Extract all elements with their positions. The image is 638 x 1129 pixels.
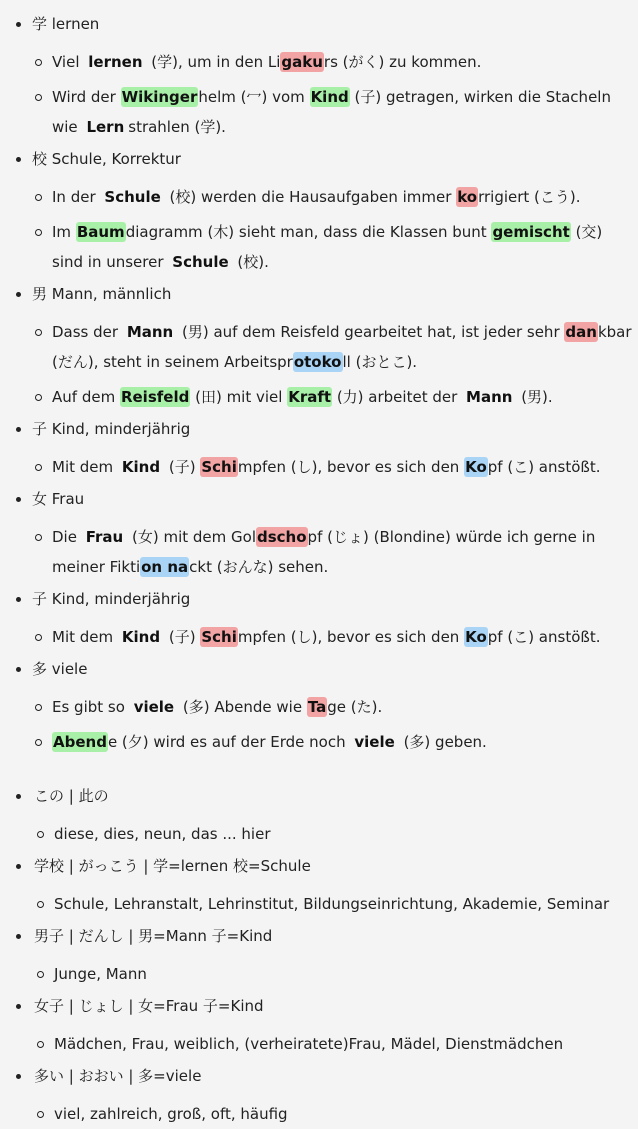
mnemonic-text: (女) mit dem Gol [127, 528, 256, 546]
bold-keyword: Kind [121, 628, 161, 646]
vocab-entry [0, 854, 638, 878]
vocab-meaning [0, 1099, 638, 1129]
mnemonic-text: Mit dem [52, 458, 118, 476]
kanji-header: 多 viele [32, 660, 88, 678]
mnemonic-text: mpfen (し), bevor es sich den [237, 628, 465, 646]
mnemonic-text: (子) [164, 628, 201, 646]
vocab-list [0, 762, 638, 1129]
radical-highlight: Kind [310, 88, 349, 106]
bold-keyword: Mann [126, 323, 174, 341]
reading-highlight: ko [457, 188, 478, 206]
mnemonic-item [0, 622, 638, 652]
bold-keyword: Kind [121, 458, 161, 476]
bold-keyword: Schule [104, 188, 161, 206]
kanji-header: 子 Kind, minderjährig [32, 420, 191, 438]
mnemonic-text: (力) arbeitet der [332, 388, 463, 406]
mnemonic-text: mpfen (し), bevor es sich den [237, 458, 465, 476]
radical-highlight: Abend [53, 733, 107, 751]
vocab-meaning [0, 959, 638, 989]
kanji-entry [0, 487, 638, 511]
mnemonic-text: Wird der [52, 88, 121, 106]
reading-highlight: dan [565, 323, 597, 341]
mnemonic-text: (多) geben. [398, 733, 487, 751]
vocab-meaning-text: diese, dies, neun, das ... hier [54, 825, 271, 843]
reading-highlight: dscho [257, 528, 307, 546]
mnemonic-text: Viel [52, 53, 85, 71]
vocab-header: この | 此の [34, 787, 109, 805]
mnemonic-item [0, 727, 638, 757]
reading-highlight: Schi [201, 458, 237, 476]
reading-highlight: Schi [201, 628, 237, 646]
vocab-meaning-text: Schule, Lehranstalt, Lehrinstitut, Bildungseinrichtung, Akademie, Seminar [54, 895, 610, 913]
mnemonic-item [0, 317, 638, 377]
radical-highlight: Baum [76, 223, 125, 241]
mnemonic-text: (多) Abende wie [178, 698, 307, 716]
kun-reading-highlight: on na [141, 558, 189, 576]
kun-reading-highlight: otoko [293, 353, 342, 371]
radical-highlight: Reisfeld [120, 388, 190, 406]
mnemonic-text: kbar (だん), steht in seinem Arbeitspr [52, 323, 632, 371]
mnemonic-text: (男). [516, 388, 553, 406]
mnemonic-text: (校) werden die Hausaufgaben immer [164, 188, 457, 206]
mnemonic-text: pf (じょ) (Blondine) würde ich gerne in meiner Fikti [52, 528, 596, 576]
mnemonic-text: helm (冖) vom [198, 88, 310, 106]
vocab-entry [0, 784, 638, 808]
bold-keyword: viele [354, 733, 395, 751]
mnemonic-item [0, 217, 638, 277]
kanji-entry [0, 417, 638, 441]
mnemonic-text: rs (がく) zu kommen. [323, 53, 482, 71]
vocab-header: 多い | おおい | 多=viele [34, 1067, 202, 1085]
mnemonic-text: diagramm (木) sieht man, dass die Klassen bunt [125, 223, 492, 241]
mnemonic-text: e (夕) wird es auf der Erde noch [107, 733, 351, 751]
reading-highlight: gaku [281, 53, 323, 71]
mnemonic-text: (子) [164, 458, 201, 476]
mnemonic-item [0, 382, 638, 412]
mnemonic-text: pf (こ) anstößt. [487, 628, 601, 646]
kun-reading-highlight: Ko [465, 458, 487, 476]
mnemonic-text: Dass der [52, 323, 123, 341]
mnemonic-item [0, 182, 638, 212]
mnemonic-text: (男) auf dem Reisfeld gearbeitet hat, ist jeder sehr [177, 323, 565, 341]
mnemonic-text: Es gibt so [52, 698, 130, 716]
mnemonic-item [0, 47, 638, 77]
kanji-entry [0, 587, 638, 611]
reading-highlight: Ta [307, 698, 327, 716]
mnemonic-item [0, 452, 638, 482]
mnemonic-text: (交) sind in unserer [52, 223, 603, 271]
vocab-entry [0, 994, 638, 1018]
mnemonic-text: Auf dem [52, 388, 120, 406]
kanji-entry [0, 657, 638, 681]
kanji-entry [0, 12, 638, 36]
radical-highlight: Kraft [288, 388, 332, 406]
vocab-meaning-text: Mädchen, Frau, weiblich, (verheiratete)Frau, Mädel, Dienstmädchen [54, 1035, 564, 1053]
mnemonic-text: ckt (おんな) sehen. [189, 558, 329, 576]
mnemonic-item [0, 692, 638, 722]
vocab-header: 女子 | じょし | 女=Frau 子=Kind [34, 997, 264, 1015]
mnemonic-item [0, 522, 638, 582]
vocab-header: 学校 | がっこう | 学=lernen 校=Schule [34, 857, 311, 875]
vocab-meaning-text: Junge, Mann [54, 965, 147, 983]
kanji-header: 校 Schule, Korrektur [32, 150, 181, 168]
vocab-entry [0, 1064, 638, 1088]
mnemonic-text: rrigiert (こう). [478, 188, 581, 206]
mnemonic-text: (学), um in den Li [146, 53, 281, 71]
mnemonic-text: Im [52, 223, 76, 241]
mnemonic-text: pf (こ) anstößt. [487, 458, 601, 476]
mnemonic-text: Mit dem [52, 628, 118, 646]
vocab-meaning [0, 889, 638, 919]
vocab-meaning [0, 1029, 638, 1059]
bold-keyword: lernen [88, 53, 143, 71]
kanji-header: 学 lernen [32, 15, 100, 33]
kanji-header: 男 Mann, männlich [32, 285, 172, 303]
bold-keyword: Frau [85, 528, 124, 546]
mnemonic-text: In der [52, 188, 101, 206]
kanji-entry [0, 147, 638, 171]
kanji-header: 子 Kind, minderjährig [32, 590, 191, 608]
mnemonic-text: (校). [232, 253, 269, 271]
bold-keyword: viele [133, 698, 175, 716]
vocab-meaning [0, 819, 638, 849]
mnemonic-text: ll (おとこ). [342, 353, 418, 371]
mnemonic-item [0, 82, 638, 142]
mnemonic-text: (子) getragen, wirken die Stacheln wie [52, 88, 611, 136]
vocab-entry [0, 924, 638, 948]
radical-highlight: gemischt [492, 223, 570, 241]
radical-highlight: Wikinger [121, 88, 198, 106]
bold-keyword: Schule [172, 253, 229, 271]
mnemonic-text: ge (た). [327, 698, 383, 716]
kun-reading-highlight: Ko [465, 628, 487, 646]
mnemonic-text: strahlen (学). [128, 118, 226, 136]
vocab-header: 男子 | だんし | 男=Mann 子=Kind [34, 927, 273, 945]
mnemonic-text: Die [52, 528, 82, 546]
kanji-header: 女 Frau [32, 490, 85, 508]
mnemonic-text: (田) mit viel [190, 388, 288, 406]
bold-keyword: Lern [86, 118, 125, 136]
kanji-entry [0, 282, 638, 306]
vocab-meaning-text: viel, zahlreich, groß, oft, häufig [54, 1105, 288, 1123]
bold-keyword: Mann [466, 388, 513, 406]
